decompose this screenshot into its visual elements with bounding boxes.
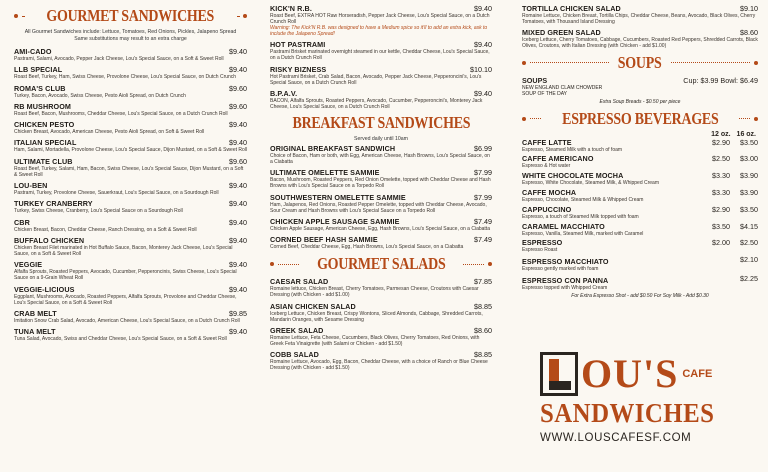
logo-bar	[549, 381, 571, 390]
menu-item	[14, 138, 247, 153]
price-16oz: $3.50	[740, 137, 758, 147]
menu-item	[270, 65, 492, 86]
menu-item	[14, 199, 247, 214]
menu-item-name: MIXED GREEN SALAD	[522, 28, 601, 38]
menu-list	[270, 4, 492, 110]
menu-item-price: $9.40	[229, 284, 247, 294]
ornament-rule	[530, 118, 541, 119]
menu-item-description: Iceberg Lettuce, Cherry Tomatoes, Cabbage, Cucumbers, Roasted Red Peppers, Shredded Carrots, Black Olives, Croutons, with Italian Dressing (with Chicken - add $1.00)	[522, 37, 758, 50]
ornament-dot-icon	[754, 117, 758, 121]
menu-item	[14, 309, 247, 324]
menu-item	[522, 28, 758, 49]
espresso-extra-note: For Extra Espresso Shot - add $0.50 For Soy Milk - Add $0.30	[571, 292, 709, 299]
espresso-item-name: CAFFE MOCHA	[522, 187, 577, 197]
menu-item	[270, 40, 492, 61]
menu-item-header	[270, 217, 492, 226]
menu-item-name: CAESAR SALAD	[270, 277, 329, 287]
espresso-item-header	[522, 154, 758, 163]
menu-item-header	[270, 4, 492, 13]
ornament-rule	[739, 118, 750, 119]
menu-item	[270, 235, 492, 250]
menu-item-header	[14, 327, 247, 336]
price-12oz: $2.00	[712, 238, 730, 248]
price-16oz: $3.50	[740, 204, 758, 214]
section-header-espresso	[522, 109, 758, 129]
espresso-item-name: ESPRESSO CON PANNA	[522, 275, 609, 285]
menu-item-name: GREEK SALAD	[270, 325, 324, 335]
espresso-item-header	[522, 138, 758, 147]
column-gourmet-sandwiches	[14, 4, 247, 345]
menu-item-header	[270, 326, 492, 335]
section-title: SOUPS	[618, 52, 662, 72]
soups-price: Cup: $3.99 Bowl: $6.49	[683, 75, 758, 85]
menu-item-name: ASIAN CHICKEN SALAD	[270, 301, 356, 311]
menu-item	[14, 236, 247, 257]
menu-item-price: $8.85	[474, 350, 492, 360]
espresso-item-prices	[708, 154, 758, 163]
menu-list	[522, 138, 758, 291]
menu-item-description: Turkey, Swiss Cheese, Cranberry, Lou's Special Sauce on a Sourdough Roll	[14, 208, 183, 215]
price-12oz: $2.90	[712, 137, 730, 147]
price-12oz: $2.50	[712, 154, 730, 164]
price-16oz: $3.90	[740, 187, 758, 197]
ornament-dot-icon	[270, 262, 274, 266]
menu-item-price: $9.40	[229, 235, 247, 245]
menu-item-price: $9.40	[229, 217, 247, 227]
menu-item-price: $7.49	[474, 217, 492, 227]
section-title: GOURMET SANDWICHES	[46, 6, 215, 25]
price-16oz: $4.15	[740, 221, 758, 231]
menu-item-price: $9.40	[474, 40, 492, 50]
espresso-item-prices	[708, 205, 758, 214]
menu-item-price: $9.85	[229, 308, 247, 318]
menu-item-description: Imitation Snow Crab Salad, Avocado, American Cheese, Lou's Special Sauce, on a Dutch Crunch Roll	[14, 317, 240, 324]
price-16oz: $2.25	[740, 273, 758, 283]
menu-item-name: COBB SALAD	[270, 350, 319, 360]
section-title: GOURMET SALADS	[316, 254, 446, 274]
menu-item	[270, 302, 492, 323]
price-16oz: $3.90	[740, 171, 758, 181]
menu-item	[14, 327, 247, 342]
menu-item-name: TORTILLA CHICKEN SALAD	[522, 4, 621, 13]
ornament-rule	[278, 264, 299, 265]
menu-item	[14, 181, 247, 196]
espresso-item	[522, 188, 758, 203]
menu-item-name: VEGGIE	[14, 260, 43, 270]
price-16oz: $2.50	[740, 238, 758, 248]
menu-item	[270, 89, 492, 110]
menu-item	[522, 4, 758, 25]
menu-item-price: $9.40	[229, 65, 247, 75]
price-12oz: $3.50	[712, 221, 730, 231]
espresso-item-name: ESPRESSO	[522, 238, 563, 248]
espresso-item-name: CAPPUCCINO	[522, 204, 572, 214]
menu-item-name: SOUTHWESTERN OMELETTE SAMMIE	[270, 192, 406, 202]
soups-row	[522, 76, 758, 85]
espresso-size-header	[522, 131, 758, 138]
espresso-item-prices	[708, 138, 758, 147]
menu-item-name: B.P.A.V.	[270, 88, 298, 98]
menu-item-description: Corned Beef, Cheddar Cheese, Egg, Hash Browns, Lou's Special Sauce, on a Ciabatta	[270, 244, 464, 251]
menu-item-price: $9.40	[229, 199, 247, 209]
menu-item-description: Tuna Salad, Avocado, Swiss and Cheddar Cheese, Lou's Special Sauce, on a Soft & Sweet Roll	[14, 336, 227, 343]
menu-item	[14, 65, 247, 80]
menu-item-name: LLB SPECIAL	[14, 65, 63, 75]
menu-item-description: Turkey, Bacon, Avocado, Swiss Cheese, Pesto Aioli Spread, on Dutch Crunch	[14, 92, 186, 99]
menu-item-name: HOT PASTRAMI	[270, 40, 326, 50]
menu-item-name: CHICKEN PESTO	[14, 120, 75, 130]
price-12oz: $3.30	[712, 187, 730, 197]
ornament-rule	[237, 16, 239, 17]
menu-item-description: Romaine Lettuce, Avocado, Egg, Bacon, Cheddar Cheese, with a choice of Ranch or Blue Cheese Dressing (with Chicken - add $1.50)	[270, 359, 488, 372]
menu-item-price: $9.60	[229, 156, 247, 166]
espresso-item	[522, 154, 758, 169]
price-12oz: $3.30	[712, 171, 730, 181]
ornament-dot-icon	[522, 61, 526, 65]
menu-item	[14, 102, 247, 117]
espresso-item-prices	[708, 188, 758, 197]
menu-item-header	[14, 138, 247, 147]
menu-item-header	[14, 120, 247, 129]
espresso-item	[522, 255, 758, 272]
menu-item-header	[14, 309, 247, 318]
menu-item-name: RB MUSHROOM	[14, 101, 71, 111]
menu-item-price: $7.99	[474, 192, 492, 202]
column-right	[522, 4, 758, 299]
menu-item-description: Romaine Lettuce, Chicken Breast, Tortilla Chips, Cheddar Cheese, Beans, Avocado, Black Olives, Cherry Tomatoes, with Thousand Island Dressing	[522, 13, 756, 25]
menu-item-name: CORNED BEEF HASH SAMMIE	[270, 235, 378, 245]
menu-item	[270, 277, 492, 298]
espresso-item-header	[522, 188, 758, 197]
espresso-item-header	[522, 205, 758, 214]
menu-item-header	[14, 260, 247, 269]
menu-item-price: $9.40	[229, 47, 247, 56]
ornament-dot-icon	[488, 262, 492, 266]
menu-item-price: $9.60	[229, 101, 247, 111]
section-header-gourmet-sandwiches	[14, 6, 247, 26]
espresso-item-prices	[708, 171, 758, 180]
menu-item-price: $9.10	[740, 4, 758, 13]
menu-item-description: Roast Beef, Turkey, Ham, Swiss Cheese, Provolone Cheese, Lou's Special Sauce, on Dutch Crunch	[14, 74, 237, 81]
menu-item-price: $7.49	[474, 235, 492, 245]
lous-cafe-logo	[540, 352, 750, 464]
soups-label: SOUPS	[522, 75, 548, 85]
soup-option: SOUP OF THE DAY	[522, 90, 568, 97]
espresso-item-description: Espresso & Hot water	[522, 163, 571, 170]
menu-item-header	[14, 236, 247, 245]
logo-ous-text: OU'S	[581, 351, 679, 396]
espresso-item	[522, 274, 758, 291]
menu-item-price: $8.60	[740, 28, 758, 38]
menu-list	[270, 144, 492, 250]
menu-item-description: Roast Beef, Turkey, Salami, Ham, Bacon, Swiss Cheese, Lou's Special Sauce, Dijon Mustard, on a Soft & Sweet Roll	[14, 165, 244, 178]
menu-item-header	[270, 144, 492, 153]
menu-item-header	[270, 302, 492, 311]
logo-cafe-text: CAFE	[682, 368, 713, 380]
menu-item-price: $9.60	[229, 83, 247, 93]
menu-item-header	[14, 285, 247, 294]
menu-item-warning: Warning: The Kick'N R.B. was designed to have a Medium spice so it'll to add an extra kick, ask to include the Jalapeno Spread!	[270, 25, 488, 37]
menu-item-name: ORIGINAL BREAKFAST SANDWICH	[270, 144, 396, 154]
espresso-item-header	[522, 171, 758, 180]
menu-item-name: CHICKEN APPLE SAUSAGE SAMMIE	[270, 217, 400, 227]
menu-item-name: ULTIMATE OMELETTE SAMMIE	[270, 168, 380, 178]
price-12oz	[708, 274, 730, 283]
price-12oz: $2.90	[712, 204, 730, 214]
espresso-item-name: CARAMEL MACCHIATO	[522, 221, 605, 231]
espresso-item-description: Espresso gently marked with foam	[522, 266, 599, 273]
espresso-item-description: Espresso, Chocolate, Steamed Milk & Whipped Cream	[522, 196, 644, 203]
ornament-dot-icon	[754, 61, 758, 65]
menu-item-price: $7.99	[474, 168, 492, 178]
ornament-rule	[671, 62, 750, 63]
section-note: Same substitutions may result to an extra charge	[74, 35, 187, 42]
price-16oz: $2.10	[740, 255, 758, 265]
menu-item	[14, 218, 247, 233]
ornament-dot-icon	[14, 14, 18, 18]
menu-item-header	[522, 4, 758, 13]
menu-item	[270, 168, 492, 189]
menu-item-description: Chicken Apple Sausage, American Cheese, Egg, Hash Browns, Lou's Special Sauce, on a Ciabatta	[270, 226, 490, 233]
column-middle	[270, 4, 492, 375]
menu-item	[14, 157, 247, 178]
menu-item-description: Romaine Lettuce, Feta Cheese, Cucumbers, Black Olives, Cherry Tomatoes, Red Onions, with Greek Feta Vinaigrette (with Salami or Chicken - add $1.50)	[270, 334, 480, 347]
espresso-item	[522, 205, 758, 220]
menu-item-price: $9.40	[229, 120, 247, 130]
menu-item-header	[270, 350, 492, 359]
espresso-item-name: WHITE CHOCOLATE MOCHA	[522, 171, 624, 181]
price-16oz: $3.00	[740, 154, 758, 164]
menu-item-name: ULTIMATE CLUB	[14, 156, 73, 166]
menu-item-header	[270, 40, 492, 49]
menu-item-price: $9.40	[229, 260, 247, 270]
espresso-item	[522, 222, 758, 237]
menu-item	[270, 326, 492, 347]
menu-item-header	[14, 102, 247, 111]
menu-item-price: $7.85	[474, 277, 492, 287]
menu-item-name: ITALIAN SPECIAL	[14, 138, 77, 148]
espresso-item-description: Espresso, a touch of Steamed Milk topped with foam	[522, 213, 639, 220]
espresso-item-description: Espresso Roast	[522, 247, 558, 254]
menu-item-name: CBR	[14, 217, 30, 227]
soup-option: NEW ENGLAND CLAM CHOWDER	[522, 84, 603, 91]
menu-item	[14, 120, 247, 135]
menu-item-name: TUNA MELT	[14, 327, 56, 337]
menu-item	[14, 84, 247, 99]
menu-item-description: Pastrami, Turkey, Provolone Cheese, Sauerkraut, Lou's Special Sauce, on a Sourdough Roll	[14, 190, 219, 197]
espresso-item-name: ESPRESSO MACCHIATO	[522, 257, 609, 267]
menu-item-name: CRAB MELT	[14, 308, 57, 318]
menu-item-price: $9.40	[229, 327, 247, 337]
menu-item-name: LOU-BEN	[14, 181, 48, 191]
logo-l-mark-icon	[540, 352, 578, 396]
espresso-item-header	[522, 222, 758, 231]
logo-sandwiches-text: SANDWICHES	[540, 398, 715, 428]
menu-item-description: Roast Beef, Bacon, Mushrooms, Cheddar Cheese, Lou's Special Sauce, on a Dutch Crunch Roll	[14, 110, 228, 117]
menu-item-description: Alfalfa Sprouts, Roasted Peppers, Avocado, Cucumber, Pepperoncinis, Swiss Cheese, Lou's Special Sauce on a 9-Grain Wheat Roll	[14, 269, 237, 282]
espresso-item-description: Espresso, White Chocolate, Steamed Milk, & Whipped Cream	[522, 180, 659, 187]
section-note: Served daily until 10am	[354, 136, 408, 143]
espresso-item	[522, 138, 758, 153]
espresso-item-prices	[708, 274, 758, 283]
menu-item	[14, 260, 247, 281]
menu-item-description: Bacon, Mushroom, Roasted Peppers, Red Onion Omelette, topped with Cheddar Cheese and Hash Browns with Lou's Special Sauce on a Torpedo Roll	[270, 177, 491, 190]
size-16oz: 16 oz.	[736, 130, 756, 138]
espresso-item-header	[522, 255, 758, 266]
section-title: ESPRESSO BEVERAGES	[561, 108, 719, 128]
menu-item-price: $8.60	[474, 325, 492, 335]
menu-item-price: $6.99	[474, 144, 492, 154]
section-header-salads	[270, 254, 492, 274]
espresso-item-description: Espresso, Steamed Milk with a touch of foam	[522, 146, 623, 153]
menu-item-name: KICK'N R.B.	[270, 4, 312, 13]
size-12oz: 12 oz.	[711, 130, 731, 138]
menu-item-name: ROMA'S CLUB	[14, 83, 66, 93]
section-title: BREAKFAST SANDWICHES	[292, 113, 470, 133]
menu-item-header	[14, 157, 247, 166]
menu-item-name: TURKEY CRANBERRY	[14, 199, 93, 209]
menu-item-description: Roast Beef, EXTRA HOT Raw Horseradish, Pepper Jack Cheese, Lou's Special Sauce, on a Dutch Crunch Roll	[270, 13, 490, 25]
menu-item-description: Chicken Breast, Bacon, Cheddar Cheese, Ranch Dressing, on a Soft & Sweet Roll	[14, 226, 197, 233]
espresso-item-prices	[708, 238, 758, 247]
menu-item-description: Pastrami, Salami, Avocado, Pepper Jack Cheese, Lou's Special Sauce, on a Soft & Sweet Roll	[14, 56, 224, 62]
espresso-item-description: Espresso topped with Whipped Cream	[522, 284, 608, 291]
menu-item	[14, 285, 247, 306]
menu-item-description: Eggplant, Mushrooms, Avocado, Roasted Peppers, Alfalfa Sprouts, Provolone and Cheddar Cheese, Lou's Special Sauce, on a Soft & Sweet Roll	[14, 293, 237, 306]
ornament-dot-icon	[522, 117, 526, 121]
menu-item-header	[270, 65, 492, 74]
menu-item-header	[14, 218, 247, 227]
menu-item-header	[14, 199, 247, 208]
menu-item-description: Iceberg Lettuce, Chicken Breast, Crispy Wontons, Sliced Almonds, Cabbage, Shredded Carrots, Mandarin Oranges, with Sesame Dressing	[270, 310, 483, 323]
menu-item-description: Ham, Salami, Mortadella, Provolone Cheese, Lou's Special Sauce, Dijon Mustard, on a Soft & Sweet Roll	[14, 147, 248, 154]
menu-item-price: $8.85	[474, 301, 492, 311]
espresso-item	[522, 171, 758, 186]
menu-item-description: Chicken Breast, Avocado, American Cheese, Pesto Aioli Spread, on Soft & Sweet Roll	[14, 129, 205, 136]
espresso-item-header	[522, 274, 758, 285]
menu-item-header	[14, 84, 247, 93]
menu-item-description: Chicken Breast Filet marinated in Hot Buffalo Sauce, Bacon, Monterey Jack Cheese, Lou's Special Sauce, on a Soft & Sweet Roll	[14, 244, 233, 257]
menu-item-price: $10.10	[470, 64, 492, 74]
menu-item-description: Choice of Bacon, Ham or both, with Egg, American Cheese, Hash Browns, Lou's Special Sauce, on a Ciabatta	[270, 153, 490, 166]
menu-list	[522, 4, 758, 49]
menu-item-header	[270, 193, 492, 202]
menu-item-price: $9.40	[474, 4, 492, 13]
price-12oz	[708, 255, 730, 264]
menu-item	[14, 47, 247, 62]
menu-item-header	[270, 235, 492, 244]
menu-item	[270, 193, 492, 214]
menu-item-header	[14, 65, 247, 74]
menu-item-price: $9.40	[474, 88, 492, 98]
menu-item-description: Ham, Jalapenos, Red Onions, Roasted Pepper Omelette, topped with Cheddar Cheese, Avocado, Sour Cream and Hash Browns with Lou's Special Sauce on a Torpedo Roll	[270, 201, 487, 214]
menu-item-header	[270, 277, 492, 286]
ornament-rule	[463, 264, 484, 265]
website-url: WWW.LOUSCAFESF.COM	[540, 432, 692, 444]
menu-item-description: Romaine lettuce, Chicken Breast, Cherry Tomatoes, Parmesan Cheese, Croutons with Caesar Dressing (with Chicken - add $1.00)	[270, 286, 479, 299]
menu-item	[270, 4, 492, 37]
menu-item-description: Hot Pastrami Brisket, Crab Salad, Bacon, Avocado, Pepper Jack Cheese, Pepperoncini's, Lou's Special Sauce, on a Dutch Crunch Roll	[270, 73, 482, 86]
espresso-item	[522, 238, 758, 253]
menu-item-name: BUFFALO CHICKEN	[14, 235, 85, 245]
section-header-soups	[522, 53, 758, 73]
menu-item-header	[14, 181, 247, 190]
menu-item-price: $9.40	[229, 138, 247, 148]
espresso-item-prices	[708, 255, 758, 264]
menu-item-description: Pastrami Brisket marinated overnight steamed in our kettle, Cheddar Cheese, Lou's Special Sauce, on a Dutch Crunch Roll	[270, 49, 490, 62]
menu-list	[270, 277, 492, 371]
menu-item-header	[270, 89, 492, 98]
menu-item-name: RISKY BIZNESS	[270, 64, 327, 74]
logo-top-row	[540, 352, 750, 396]
menu-item-header	[270, 168, 492, 177]
ornament-rule	[530, 62, 609, 63]
menu-item-description: BACON, Alfalfa Sprouts, Roasted Peppers, Avocado, Cucumber, Pepperoncini's, Monterey Jack Cheese, Lou's Special Sauce, on a Dutch Crunch Roll	[270, 97, 483, 110]
menu-item-name: VEGGIE-LICIOUS	[14, 284, 75, 294]
menu-item-name: AMI-CADO	[14, 47, 52, 56]
ornament-rule	[22, 16, 24, 17]
section-note: All Gourmet Sandwiches include: Lettuce, Tomatoes, Red Onions, Pickles, Jalapeno Spread	[24, 29, 237, 35]
ornament-dot-icon	[243, 14, 247, 18]
menu-item-header	[14, 47, 247, 56]
menu-item-header	[522, 28, 758, 37]
espresso-item-header	[522, 238, 758, 247]
espresso-item-prices	[708, 222, 758, 231]
section-header-breakfast	[270, 113, 492, 133]
menu-item	[270, 217, 492, 232]
espresso-item-description: Espresso, Vanilla, Steamed Milk, marked with Caramel	[522, 230, 644, 237]
soup-extra-note: Extra Soup Breads - $0.50 per piece	[599, 98, 681, 105]
menu-list	[14, 47, 247, 342]
espresso-item-name: CAFFE AMERICANO	[522, 154, 594, 164]
menu-item-price: $9.40	[229, 181, 247, 191]
menu-item	[270, 144, 492, 165]
espresso-item-name: CAFFE LATTE	[522, 137, 572, 147]
menu-item	[270, 350, 492, 371]
